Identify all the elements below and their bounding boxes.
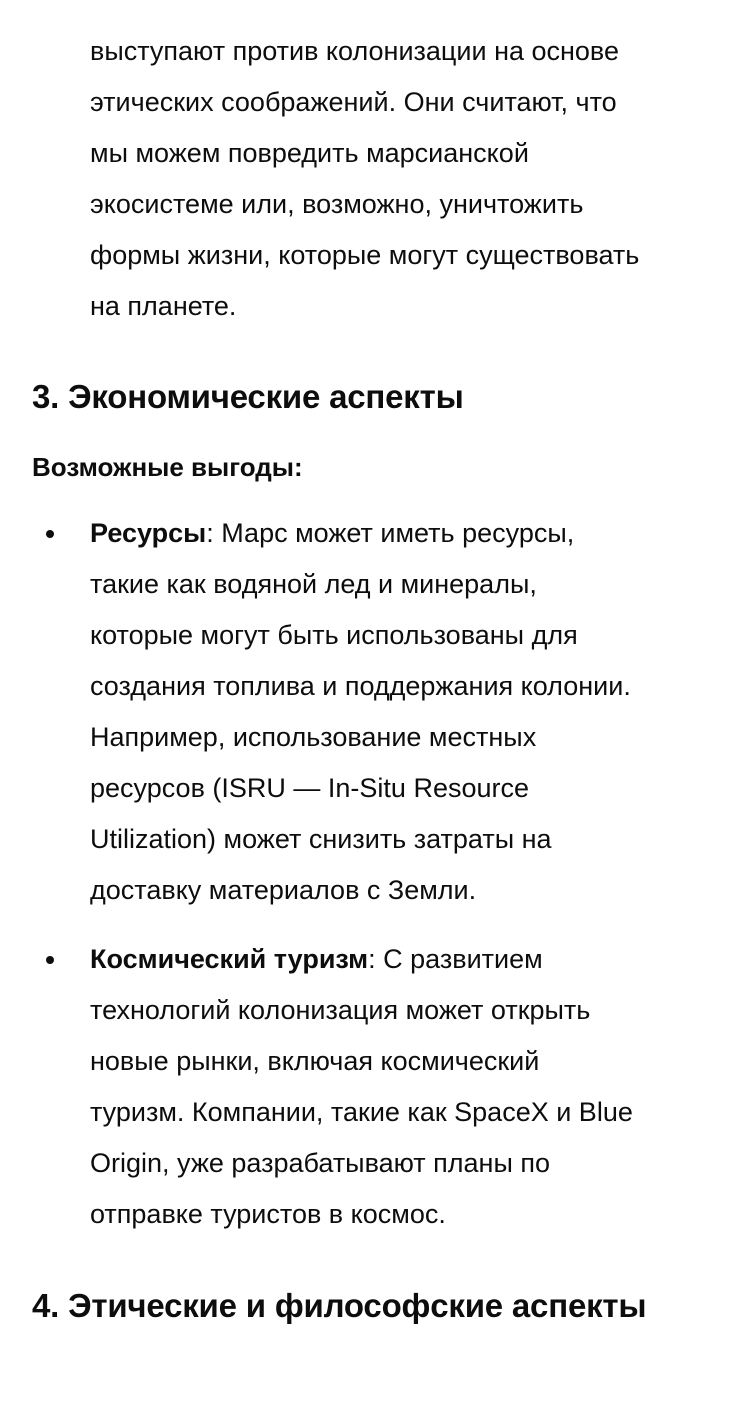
list-item-text xyxy=(90,508,730,916)
list-item-term: Космический туризм xyxy=(90,944,369,974)
intro-paragraph xyxy=(90,26,720,332)
list-item-line: которые могут быть использованы для xyxy=(90,620,578,650)
list-item-line: Origin, уже разрабатывают планы по xyxy=(90,1148,551,1178)
paragraph-line: экосистеме или, возможно, уничтожить xyxy=(90,189,584,219)
list-item-text xyxy=(90,934,730,1240)
list-item-first-line-rest: : Марс может иметь ресурсы, xyxy=(206,518,575,548)
paragraph-line: формы жизни, которые могут существовать xyxy=(90,240,640,270)
list-item-line: отправке туристов в космос. xyxy=(90,1199,446,1229)
bullet-dot-icon xyxy=(46,530,54,538)
section-heading-ethical: 4. Этические и философские аспекты xyxy=(32,1287,647,1324)
list-item-term: Ресурсы xyxy=(90,518,207,548)
section-heading-economic: 3. Экономические аспекты xyxy=(32,378,464,415)
list-item-line: новые рынки, включая космический xyxy=(90,1046,540,1076)
list-item-first-line-rest: : С развитием xyxy=(368,944,543,974)
subheading-benefits: Возможные выгоды: xyxy=(32,452,303,482)
paragraph-line: мы можем повредить марсианской xyxy=(90,138,529,168)
bullet-dot-icon xyxy=(46,956,54,964)
list-item-line: доставку материалов с Земли. xyxy=(90,875,477,905)
list-item-first-line xyxy=(90,934,730,985)
list-item-line: ресурсов (ISRU — In-Situ Resource xyxy=(90,773,530,803)
list-item-line: Utilization) может снизить затраты на xyxy=(90,824,552,854)
list-item-line: такие как водяной лед и минералы, xyxy=(90,569,537,599)
list-item-line: туризм. Компании, такие как SpaceX и Blue xyxy=(90,1097,633,1127)
list-item-line: создания топлива и поддержания колонии. xyxy=(90,671,631,701)
paragraph-line: выступают против колонизации на основе xyxy=(90,36,619,66)
paragraph-line: этических соображений. Они считают, что xyxy=(90,87,617,117)
list-item-line: Например, использование местных xyxy=(90,722,537,752)
list-item-first-line xyxy=(90,508,730,559)
paragraph-line: на планете. xyxy=(90,291,237,321)
list-item-line: технологий колонизация может открыть xyxy=(90,995,591,1025)
